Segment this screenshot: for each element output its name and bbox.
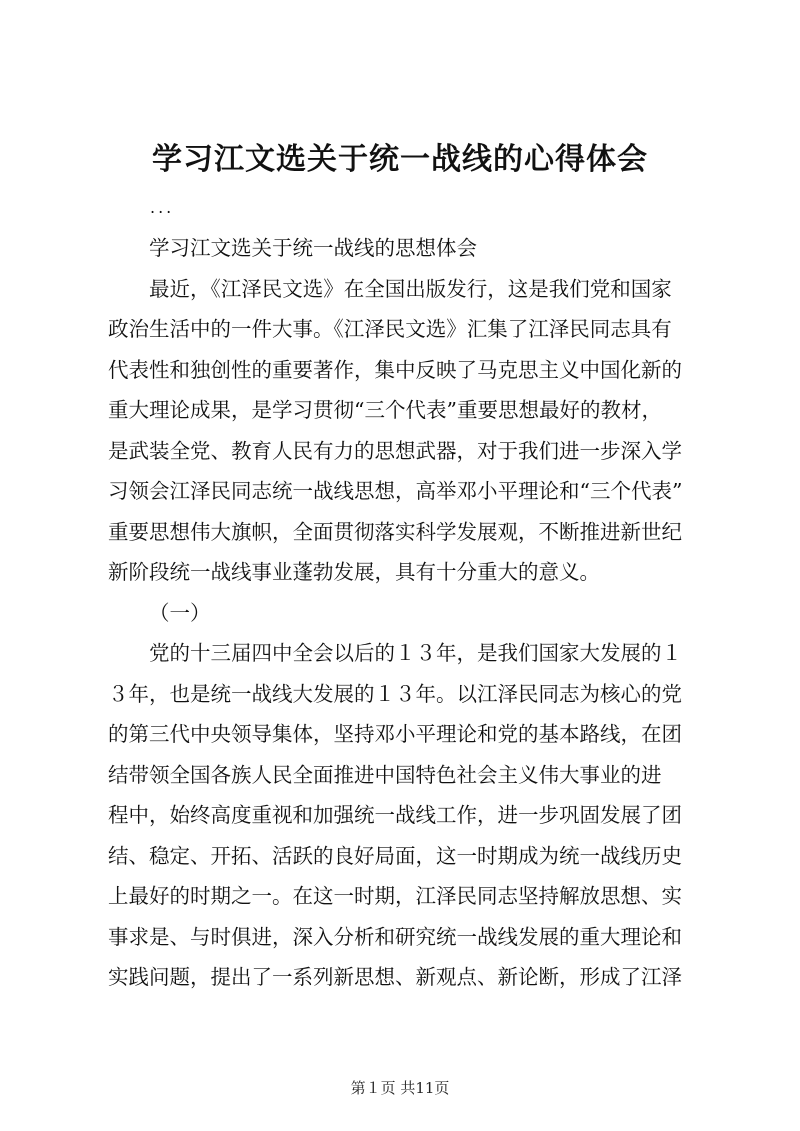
paragraph-line: 党的十三届四中全会以后的１３年，是我们国家大发展的１ [149, 641, 682, 665]
paragraph-line: 新阶段统一战线事业蓬勃发展，具有十分重大的意义。 [108, 560, 600, 584]
paragraph-line: 结、稳定、开拓、活跃的良好局面，这一时期成为统一战线历史 [108, 843, 682, 868]
paragraph-line: ３年，也是统一战线大发展的１３年。以江泽民同志为核心的党 [108, 681, 682, 706]
document-title: 学习江文选关于统一战线的心得体会 [152, 142, 648, 177]
document-body [108, 228, 708, 998]
paragraph-line: 结带领全国各族人民全面推进中国特色社会主义伟大事业的进 [108, 762, 662, 787]
section-heading: （一） [149, 600, 211, 625]
paragraph-line: 的第三代中央领导集体，坚持邓小平理论和党的基本路线，在团 [108, 722, 682, 746]
ellipsis-marker: ... [150, 198, 175, 217]
paragraph-line: 习领会江泽民同志统一战线思想，高举邓小平理论和“三个代表” [108, 479, 683, 503]
paragraph-line: 实践问题，提出了一系列新思想、新观点、新论断，形成了江泽 [108, 965, 682, 989]
subtitle-line: 学习江文选关于统一战线的思想体会 [149, 236, 477, 260]
paragraph-line: 重要思想伟大旗帜，全面贯彻落实科学发展观，不断推进新世纪 [108, 519, 682, 544]
paragraph-line: 上最好的时期之一。在这一时期，江泽民同志坚持解放思想、实 [108, 884, 682, 908]
paragraph-line: 最近，《江泽民文选》在全国出版发行，这是我们党和国家 [149, 276, 672, 301]
paragraph-line: 重大理论成果，是学习贯彻“三个代表”重要思想最好的教材， [108, 398, 662, 422]
page-footer: 第１页 共11页 [350, 1079, 450, 1097]
paragraph-line: 代表性和独创性的重要著作，集中反映了马克思主义中国化新的 [108, 357, 682, 382]
paragraph-line: 政治生活中的一件大事。《江泽民文选》汇集了江泽民同志具有 [108, 317, 672, 341]
paragraph-line: 事求是、与时俱进，深入分析和研究统一战线发展的重大理论和 [108, 924, 682, 949]
paragraph-line: 程中，始终高度重视和加强统一战线工作，进一步巩固发展了团 [108, 803, 682, 827]
paragraph-line: 是武装全党、教育人民有力的思想武器，对于我们进一步深入学 [108, 438, 682, 463]
